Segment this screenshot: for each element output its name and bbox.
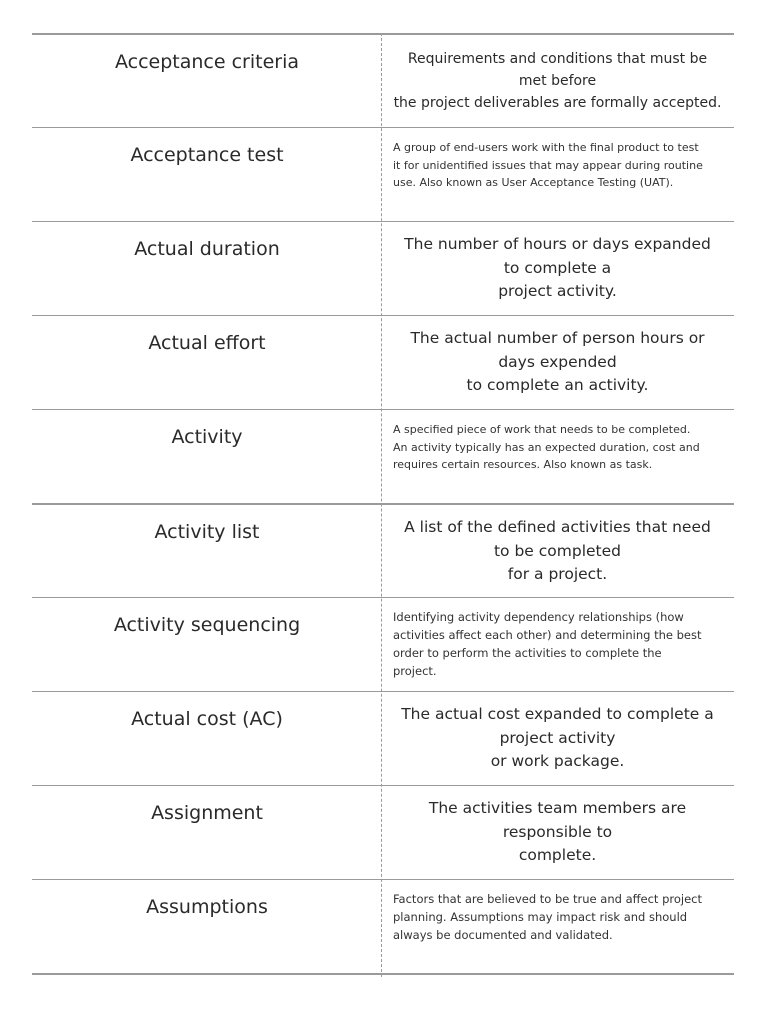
term-label: Actual effort	[148, 332, 266, 354]
definition-text: A list of the defined activities that need to be completed for a project.	[404, 518, 711, 583]
definition-text: The activities team members are responsible to complete.	[428, 799, 687, 864]
glossary-table	[32, 33, 734, 975]
table-row	[32, 597, 734, 691]
term-label: Acceptance test	[130, 144, 284, 166]
term-label: Activity sequencing	[113, 614, 301, 636]
table-row	[32, 127, 734, 221]
table-row	[32, 691, 734, 785]
definition-text: A specified piece of work that needs to be completed. An activity typically has an expected duration, cost and requires certain resources. Also known as task.	[393, 423, 700, 471]
definition-text: The actual cost expanded to complete a project activity or work package.	[401, 705, 714, 770]
term-label: Actual duration	[134, 238, 280, 260]
definition-text: Requirements and conditions that must be met before the project deliverables are formally accepted.	[393, 51, 722, 111]
table-row	[32, 879, 734, 975]
definition-text: Factors that are believed to be true and affect project planning. Assumptions may impact risk and should always be documented and validated.	[393, 892, 703, 942]
definition-text: The number of hours or days expanded to complete a project activity.	[404, 235, 711, 300]
term-label: Assumptions	[146, 896, 268, 918]
table-row	[32, 409, 734, 503]
term-label: Assignment	[151, 802, 263, 824]
definition-text: Identifying activity dependency relationships (how activities affect each other) and determining the best order to perform the activities to complete the project.	[393, 610, 702, 678]
table-row	[32, 503, 734, 597]
table-row	[32, 785, 734, 879]
table-row	[32, 221, 734, 315]
definition-text: A group of end-users work with the final product to test it for unidentified issues that may appear during routine use. Also known as User Acceptance Testing (UAT).	[393, 141, 703, 189]
table-row	[32, 315, 734, 409]
term-label: Actual cost (AC)	[131, 708, 283, 730]
term-label: Activity list	[154, 521, 260, 543]
term-label: Acceptance criteria	[114, 51, 300, 73]
term-label: Activity	[171, 426, 243, 448]
table-row	[32, 33, 734, 127]
definition-text: The actual number of person hours or days expended to complete an activity.	[410, 329, 705, 394]
